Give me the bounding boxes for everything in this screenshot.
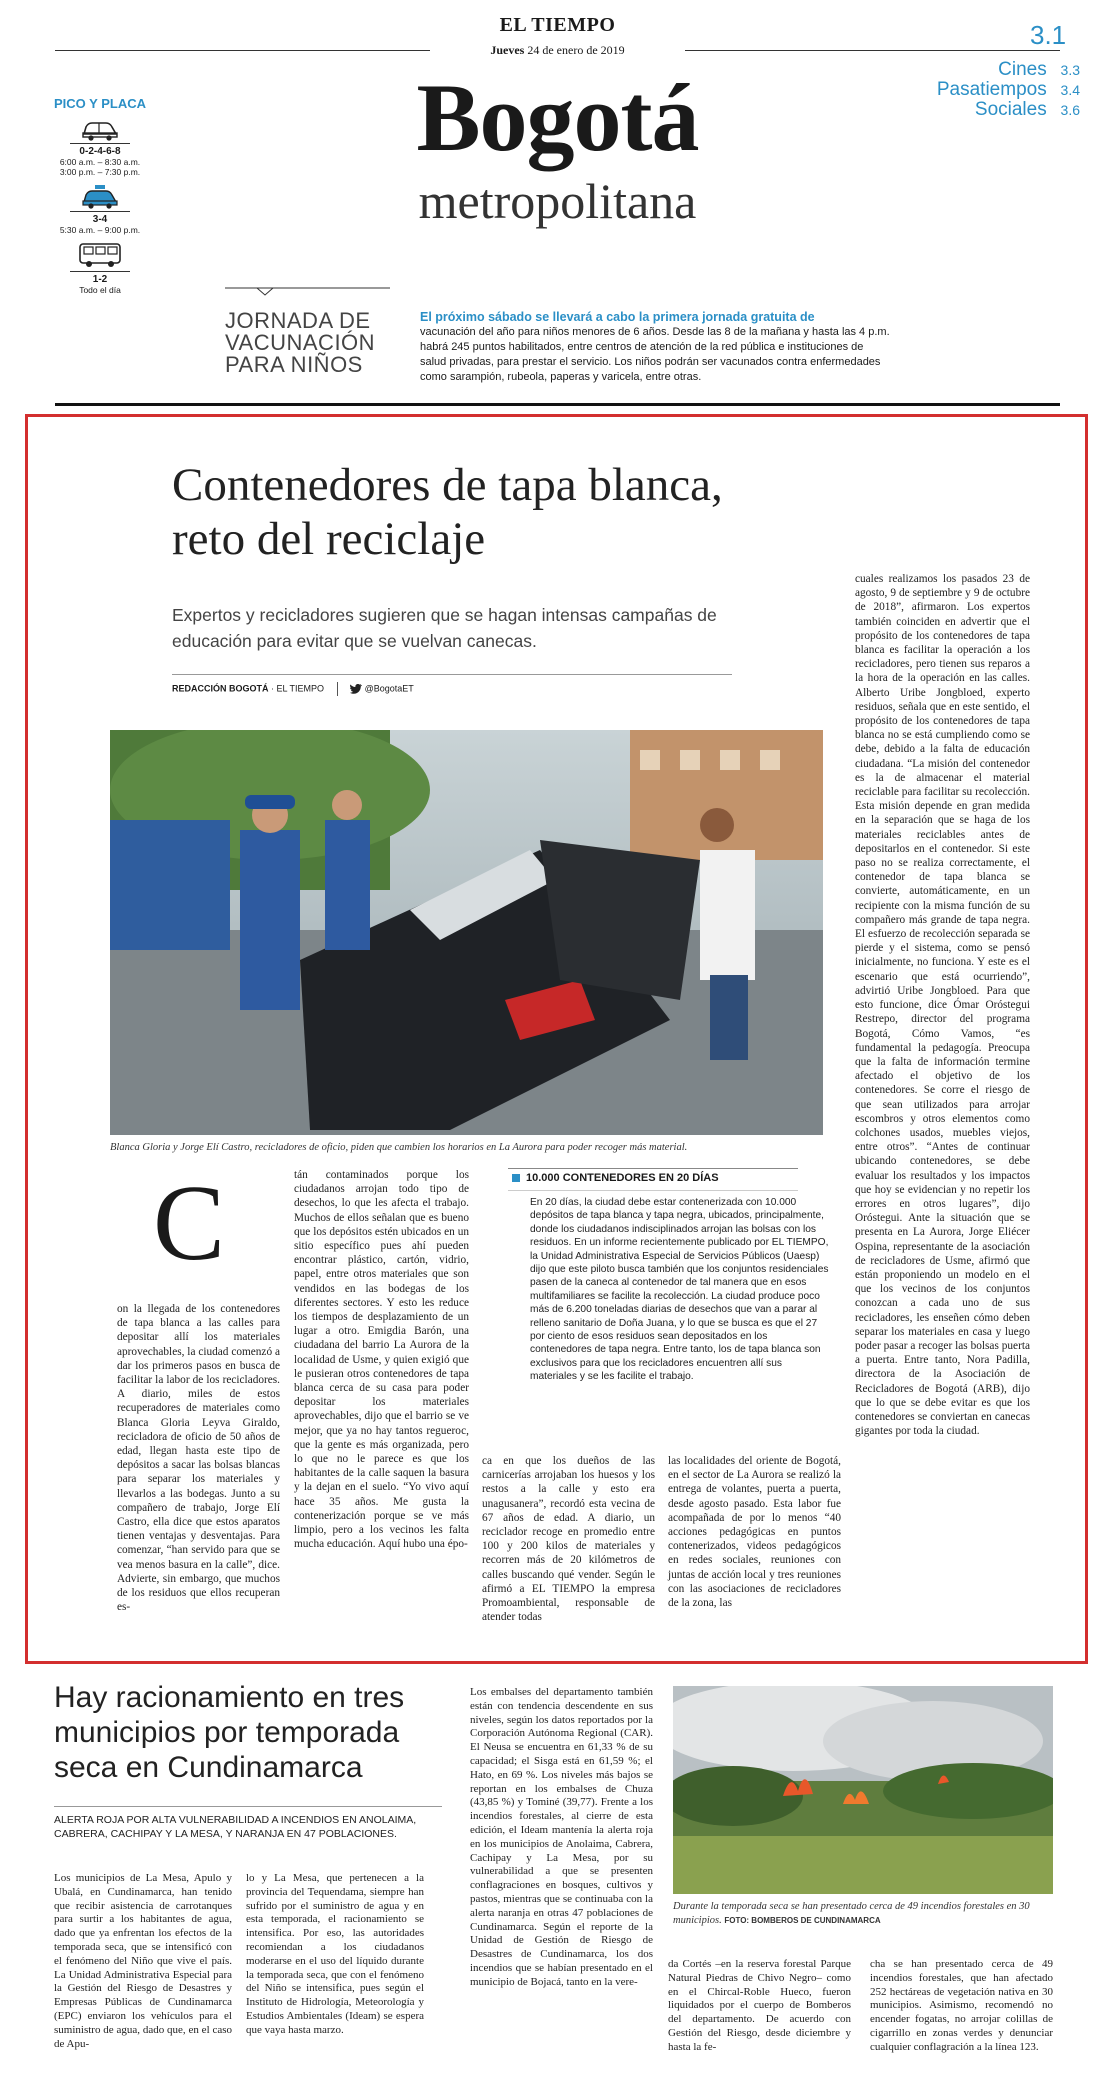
restriction-hours: 6:00 a.m. – 8:30 a.m. [59,157,141,167]
sidebar-body: En 20 días, la ciudad debe estar contenerizada con 10.000 depósitos de tapa blanca y tapa negra, ubicados, principalmente, donde los ciudadanos indisciplinados arrojan las bolsas con los residuos. En un informe recientemente publicado por EL TIEMPO, la Unidad Administrativa Especial de Servicios Públicos (Uaesp) dijo que este piloto busca también que los conjuntos residenciales pasen de la caneca al contenedor de tal manera que en esos multifamiliares se facilite la recolección. La ciudad produce poco más de 6.200 toneladas diarias de desechos que van a parar al relleno sanitario de Doña Juana, y lo que se busca es que el 27 por ciento de esos residuos sean depositados en los contenedores de tapa negra. Entre tanto, los de tapa blanca son exclusivos para que los recicladores encuentren allí sus materiales y se les facilite el trabajo. [530,1197,829,1383]
article-headline[interactable]: Contenedores de tapa blanca, reto del reciclaje [172,459,723,565]
index-item[interactable]: Sociales 3.6 [974,99,1080,120]
byline-outlet: EL TIEMPO [276,683,325,694]
plate-digits: 1-2 [92,274,108,285]
byline-handle[interactable]: @BogotaET [364,683,414,694]
second-article-photo [673,1686,1053,1894]
pico-y-placa-title: PICO Y PLACA [54,96,146,111]
sidebar-rule [508,1190,798,1191]
article-column-4: las localidades del oriente de Bogotá, en el sector de La Aurora se realizó la entrega de volantes, puerta a puerta, desde agosto pasado. Esta labor fue acompañada de por lo menos “40 acciones pedagógicas en puntos contenerizados, videos pedagógicos en redes sociales, reuniones con juntas de acción local y tres reuniones con las asociaciones de recicladores de la zona, las [668,1455,841,1610]
pico-y-placa-rule [70,271,130,272]
photo-caption: Blanca Gloria y Jorge Elí Castro, recicladores de oficio, piden que cambien los horarios en La Aurora para poder recoger más material. [110,1142,688,1153]
car-icon [80,117,120,141]
plate-digits: 3-4 [92,214,108,225]
recyclers-photo-illustration [110,730,823,1135]
second-article-column-2: lo y La Mesa, que pertenecen a la provincia del Tequendama, siempre han sufrido por el suministro de agua y en esta temporada, el racionamiento se intensifica. Por eso, las autoridades recomiendan a los ciudadanos moderarse en el uso del líquido durante la temporada seca, que con el fenómeno del Niño se intensifica, pues según el Instituto de Hidrología, Meteorología y Estudios Ambientales (Ideam) se espera que vaya hasta marzo. [246,1872,424,2036]
index-item[interactable]: Cines 3.3 [998,59,1080,80]
forest-fire-illustration [673,1686,1053,1894]
pico-y-placa-rule [70,211,130,212]
article-column-2: tán contaminados porque los ciudadanos arrojan todo tipo de desechos, lo que les afecta el trabajo. Muchos de ellos señalan que es bueno que los depósitos estén ubicados en un sitio específico pues ahí pueden encontrar plástico, cartón, vidrio, papel, entre otros materiales que son vendidos en las bodegas de los diferentes sectores. Y esto les reduce los tiempos de desplazamiento de un lugar a otro. Emigdia Barón, una ciudadana del barrio La Aurora de la localidad de Usme, y quien exigió que le pusieran otros contenedores de tapa blanca cerca de su casa para poder depositar los materiales aprovechables, dijo que el barrio se ve mejor, que ya no hay tantos reguerос, que la gente es más organizada, pero lo que no le parece es que los habitantes de la calle saquen la basura y la dejan en el suelo. “Yo vivo aquí hace 35 años. Me gusta la contenerización porque se ve más limpio, pero a los vecinos les falta mucha educación. Aquí hubo una épo- [294,1169,469,1551]
article-dek: Expertos y recicladores sugieren que se hagan intensas campañas de educación para evitar que se vuelvan canecas. [172,605,717,651]
second-article-rule [54,1806,442,1807]
index-item[interactable]: Pasatiempos 3.4 [936,79,1080,100]
second-article-headline[interactable]: Hay racionamiento en tres municipios por temporada seca en Cundinamarca [54,1681,405,1784]
newspaper-brand: EL TIEMPO [499,14,616,36]
restriction-hours: 3:00 p.m. – 7:30 p.m. [59,167,141,177]
second-article-dek: ALERTA ROJA POR ALTA VULNERABILIDAD A INCENDIOS EN ANOLAIMA, CABRERA, CACHIPAY Y LA MESA, Y NARANJA EN 47 POBLACIONES. [54,1814,417,1840]
second-article-column-1: Los municipios de La Mesa, Apulo y Ubalá, en Cundinamarca, han tenido que recibir asistencia de carrotanques para surtir a los habitantes de agua, dado que ya enfrentan los efectos de la temporada seca, que se intensificó con el fenómeno del Niño que vive el país. La Unidad Administrativa Especial para la Gestión del Riesgo de Desastres y Empresas Públicas de Cundinamarca (EPC) enviaron los vehículos para el suministro de agua, dado que, en el caso de Apu- [54,1872,232,2050]
twitter-icon [350,684,362,694]
section-index [890,60,1080,120]
pico-y-placa-entry [40,241,160,295]
second-photo-caption: Durante la temporada seca se han presentado cerca de 49 incendios forestales en 30 municipios. FOTO: BOMBEROS DE CUNDINAMARCA [673,1901,1030,1926]
second-article-column-3: Los embalses del departamento también están con tendencia descendente en sus niveles, según los datos reportados por la Corporación Autónoma Regional (CAR). El Neusa se encuentra en 61,33 % de su capacidad; el Sisga está en 61,59 %; el Hato, en 69 %. Los niveles más bajos se reportan en los embalses de Chuza (43,85 %) y Tominé (39,77). Frente a los incendios forestales, al cierre de esta edición, el Ideam mantenía la alerta roja en los municipios de Anolaima, Cabrera, Cachipay y La Mesa, por su vulnerabilidad a que se presenten conflagraciones en bosques, cultivos y pastos, mientras que se continuaba con la alerta naranja en otras 47 poblaciones de Cundinamarca. Según el reporte de la Unidad de Gestión de Riesgo de Desastres de Cundinamarca, los dos incendios que se habían presentado en el municipio de Bojacá, tanto en la vere- [470,1686,653,1988]
article-column-3: ca en que los dueños de las carnicerías arrojaban los huesos y los restos a la calle y esto era unagusanera”, recordó esta vecina de 67 años de edad. A diario, un reciclador recoge en promedio entre 100 y 200 kilos de materiales y recorren más de 20 kilómetros de calles buscando qué vender. Según le afirmó a EL TIEMPO la empresa Promoambiental, responsable de atender todas [482,1455,655,1624]
vaccination-headline: El próximo sábado se llevará a cabo la primera jornada gratuita de [420,310,815,324]
sidebar-title: 10.000 CONTENEDORES EN 20 DÍAS [512,1172,719,1184]
drop-cap: C [153,1164,226,1283]
section-title: Bogotá [416,64,699,171]
article-column-5: cuales realizamos los pasados 23 de agosto, 9 de septiembre y 9 de octubre de 2018”, afirmaron. Los expertos también coinciden en advertir que el propósito de los contenedores de tapa blanca es facilitar la operación a los recicladores, pero tienen sus reparos a la hora de la operación en las calles. Alberto Uribe Jongbloed, experto residuos, señala que en este sentido, el propósito de los contenedores de tapa blanca no se está cumpliendo como se debe, debido a la falta de educación ciudadana. “La misión del contenedor es la de almacenar el material reciclable para facilitar su recolección. Esta misión depende en gran medida en la separación que se haga de los materiales reciclables antes de depositarlos en el contenedor. Si este paso no se realiza correctamente, el contenedor de tapa blanca se convierte, automáticamente, en un recipiente con la misma función de su compañero más grande de tapa negra. El esfuerzo de recolección separada se pierde y el sistema, como se pensó inicialmente, no funciona. Y este es el escenario que está ocurriendo”, advirtió Uribe Jongbloed. Para que esto funcione, dice Ómar Oróstegui Restrepo, director del programa Bogotá, Cómo Vamos, “es fundamental la pedagogía. Preocupa que la falta de información termine afectado el objetivo de los contenedores. Se corre el riesgo de que sean utilizados para arrojar escombros y otros elementos como colchones usados, muebles viejos, entre otros”. “Antes de continuar ubicando contenedores, se debe evaluar los resultados y los impactos que hoy se evidencian y no repetir los errores en otros lugares”, dijo Oróstegui. Ante la situación que se presenta en La Aurora, Jorge Eliécer Ospina, representante de la asociación de recicladores de Usme, afirmó que están proponiendo un modelo en el que los vecinos de los conjuntos conozcan a cada uno de sus recicladores, les enseñen cómo deben separar los materiales en casa y luego poder pasar a recoger las bolsas puerta a puerta. Entre tanto, Nora Padilla, directora de la Asociación de Recicladores de Bogotá (ARB), dijo que lo que se debe evitar es que los contenedores se conviertan en canecas gigantes por toda la ciudad. [855,573,1030,1438]
header-rule [55,403,1060,406]
pico-y-placa-box [40,96,160,301]
vaccination-body: vacunación del año para niños menores de 6 años. Desde las 8 de la mañana y hasta las 4 p.m. habrá 245 puntos habilitados, entre centros de atención de la red pública e instituciones de salud privadas, para prestar el servicio. Los niños podrán ser vacunados contra enfermedades como sarampión, rubeola, paperas y varicela, entre otras. [420,326,890,383]
sidebar-bullet-icon [512,1174,520,1182]
restriction-hours: 5:30 a.m. – 9:00 p.m. [59,225,141,235]
second-article-column-5: cha se han presentado cerca de 49 incendios forestales, que han afectado 252 hectáreas de vegetación nativa en 30 municipios. Asimismo, recomendó no encender fogatas, no arrojar colillas de cigarrillo en zonas verdes y denunciar cualquier conflagración a la línea 123. [870,1958,1053,2053]
issue-date [0,43,1115,58]
vaccination-text [420,310,890,385]
page-number: 3.1 [1030,20,1067,50]
sidebar-rule-top [508,1168,798,1169]
issue-weekday: Jueves [490,43,525,57]
vaccination-rule-icon [225,280,395,298]
issue-date-text: 24 de enero de 2019 [527,43,625,57]
second-article-column-4: da Cortés –en la reserva forestal Parque Natural Piedras de Chivo Negro– como en el Chircal-Roble Hueco, fueron liquidados por el cuerpo de Bomberos del departamento. De acuerdo con Gestión del Riesgo, desde diciembre y hasta la fe- [668,1958,851,2053]
byline: REDACCIÓN BOGOTÁ · EL TIEMPO @BogotaET [172,682,414,696]
article-column-1: on la llegada de los contenedores de tapa blanca a las calles para depositar allí los materiales aprovechables, la ciudad comenzó a dar los primeros pasos en busca de facilitar la labor de los recicladores. A diario, miles de estos recuperadores de materiales como Blanca Gloria Leyva Giraldo, recicladora de oficio de 50 años de edad, llegan hasta este tipo de depósitos a sacar las bolsas blancas para separar los materiales y llevarlos a las bodegas. Junto a su compañero de trabajo, Jorge Elí Castro, ella dice que estos aparatos tienen ventajas y desventajas. Para comenzar, “han servido para que se vea menos basura en la calle”, dice. Advierte, sin embargo, que muchos de los residuos que ellos recuperan es- [117,1303,280,1614]
photo-credit: FOTO: BOMBEROS DE CUNDINAMARCA [724,1916,881,1925]
bus-icon [76,241,124,269]
restriction-hours: Todo el día [79,285,121,295]
vaccination-label: JORNADA DE VACUNACIÓN PARA NIÑOS [225,308,376,377]
article-photo [110,730,823,1135]
byline-rule [172,674,732,675]
plate-digits: 0-2-4-6-8 [79,146,121,157]
pico-y-placa-entry [40,117,160,177]
pico-y-placa-rule [70,143,130,144]
pico-y-placa-entry [40,183,160,235]
taxi-icon [80,183,120,209]
byline-desk: REDACCIÓN BOGOTÁ [172,683,269,694]
section-subtitle: metropolitana [418,173,697,229]
